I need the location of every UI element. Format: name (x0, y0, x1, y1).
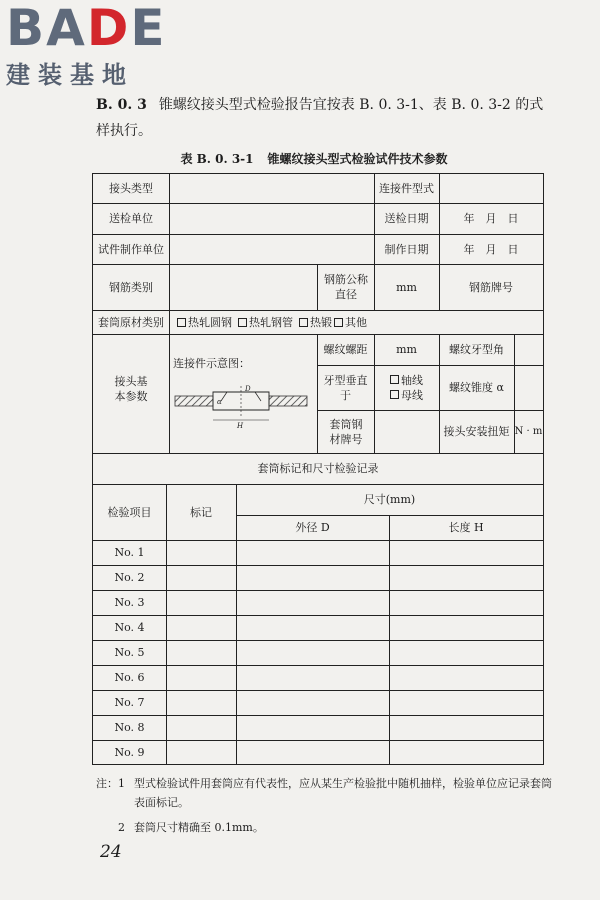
tooth-orientation-options: 轴线 母线 (374, 365, 439, 410)
row-label: No. 8 (114, 721, 145, 734)
intro-paragraph (96, 92, 556, 144)
label-install-torque: 接头安装扭矩 (443, 425, 510, 438)
label-rebar-diameter: 钢筋公称直径 (324, 273, 368, 301)
note-text: 套筒尺寸精确至 0.1mm。 (134, 821, 264, 834)
header-inspect-item: 检验项目 (107, 505, 152, 519)
page-number: 24 (100, 842, 122, 862)
sleeve-material-options: 热轧圆钢 热轧钢管 热锻 其他 (173, 310, 543, 334)
row-label: No. 4 (114, 621, 145, 634)
label-thread-pitch: 螺纹螺距 (323, 343, 368, 356)
checkbox-hot-forged[interactable] (299, 318, 308, 327)
torque-unit: N · m (514, 426, 543, 437)
submit-date-value: 年 月 日 (463, 212, 519, 225)
checkbox-other[interactable] (334, 318, 343, 327)
table-title (96, 150, 546, 167)
checkbox-axis[interactable] (390, 375, 399, 384)
header-mark: 标记 (190, 505, 212, 519)
label-joint-params: 接头基本参数 (114, 375, 148, 403)
table-number: 表 B. 0. 3-1 (180, 152, 254, 166)
logo-subtitle: 建装基地 (6, 61, 134, 89)
notes (96, 774, 556, 837)
label-submit-date: 送检日期 (384, 212, 429, 225)
row-label: No. 9 (114, 745, 145, 759)
intro-text: 锥螺纹接头型式检验报告宜按表 B. 0. 3-1、表 B. 0. 3-2 的式样执行。 (96, 97, 544, 139)
label-submit-unit: 送检单位 (109, 212, 153, 225)
label-rebar-grade: 钢筋牌号 (469, 280, 513, 294)
sketch-alpha: α (217, 398, 222, 406)
checkbox-hot-rolled-round[interactable] (177, 318, 186, 327)
label-rebar-type: 钢筋类别 (109, 280, 153, 294)
label-thread-taper: 螺纹锥度 α (449, 381, 504, 394)
unit-mm: mm (396, 280, 417, 294)
note-number: 1 (118, 777, 125, 790)
section-number: B. 0. 3 (96, 97, 147, 113)
label-connector-type: 连接件型式 (379, 182, 434, 195)
row-label: No. 6 (114, 671, 145, 684)
unit-mm-pitch: mm (396, 343, 417, 356)
row-label: No. 3 (114, 596, 145, 609)
row-label: No. 2 (114, 571, 145, 584)
row-label: No. 1 (114, 546, 145, 559)
note-text: 型式检验试件用套筒应有代表性，应从某生产检验批中随机抽样，检验单位应记录套筒表面标记。 (134, 777, 552, 809)
sketch-h: H (237, 422, 244, 430)
sketch-d: D (245, 385, 251, 393)
row-label: No. 5 (114, 646, 145, 659)
table-caption: 锥螺纹接头型式检验试件技术参数 (267, 152, 448, 166)
checkbox-hot-rolled-tube[interactable] (238, 318, 247, 327)
connector-sketch (173, 382, 309, 430)
row-label: No. 7 (114, 696, 145, 709)
label-joint-type: 接头类型 (109, 182, 153, 195)
header-outer-diameter: 外径 D (295, 521, 330, 534)
label-sleeve-material: 套筒原材类别 (98, 315, 164, 329)
label-sketch: 连接件示意图： (173, 356, 250, 370)
label-thread-angle: 螺纹牙型角 (449, 343, 504, 356)
header-dimension: 尺寸(mm) (363, 493, 416, 506)
label-make-date: 制作日期 (384, 242, 429, 256)
logo-wordmark: BADE (6, 0, 167, 57)
section-title: 套筒标记和尺寸检验记录 (257, 462, 379, 475)
make-date-value: 年 月 日 (463, 242, 519, 256)
notes-label: 注： (96, 777, 118, 790)
label-sleeve-steel-grade: 套筒钢材牌号 (329, 417, 363, 446)
logo (6, 2, 176, 90)
note-number: 2 (118, 821, 125, 834)
label-specimen-unit: 试件制作单位 (98, 242, 164, 256)
header-length: 长度 H (448, 521, 484, 534)
checkbox-generatrix[interactable] (390, 390, 399, 399)
spec-table (92, 173, 544, 765)
label-tooth-perpendicular: 牙型垂直于 (323, 373, 368, 402)
